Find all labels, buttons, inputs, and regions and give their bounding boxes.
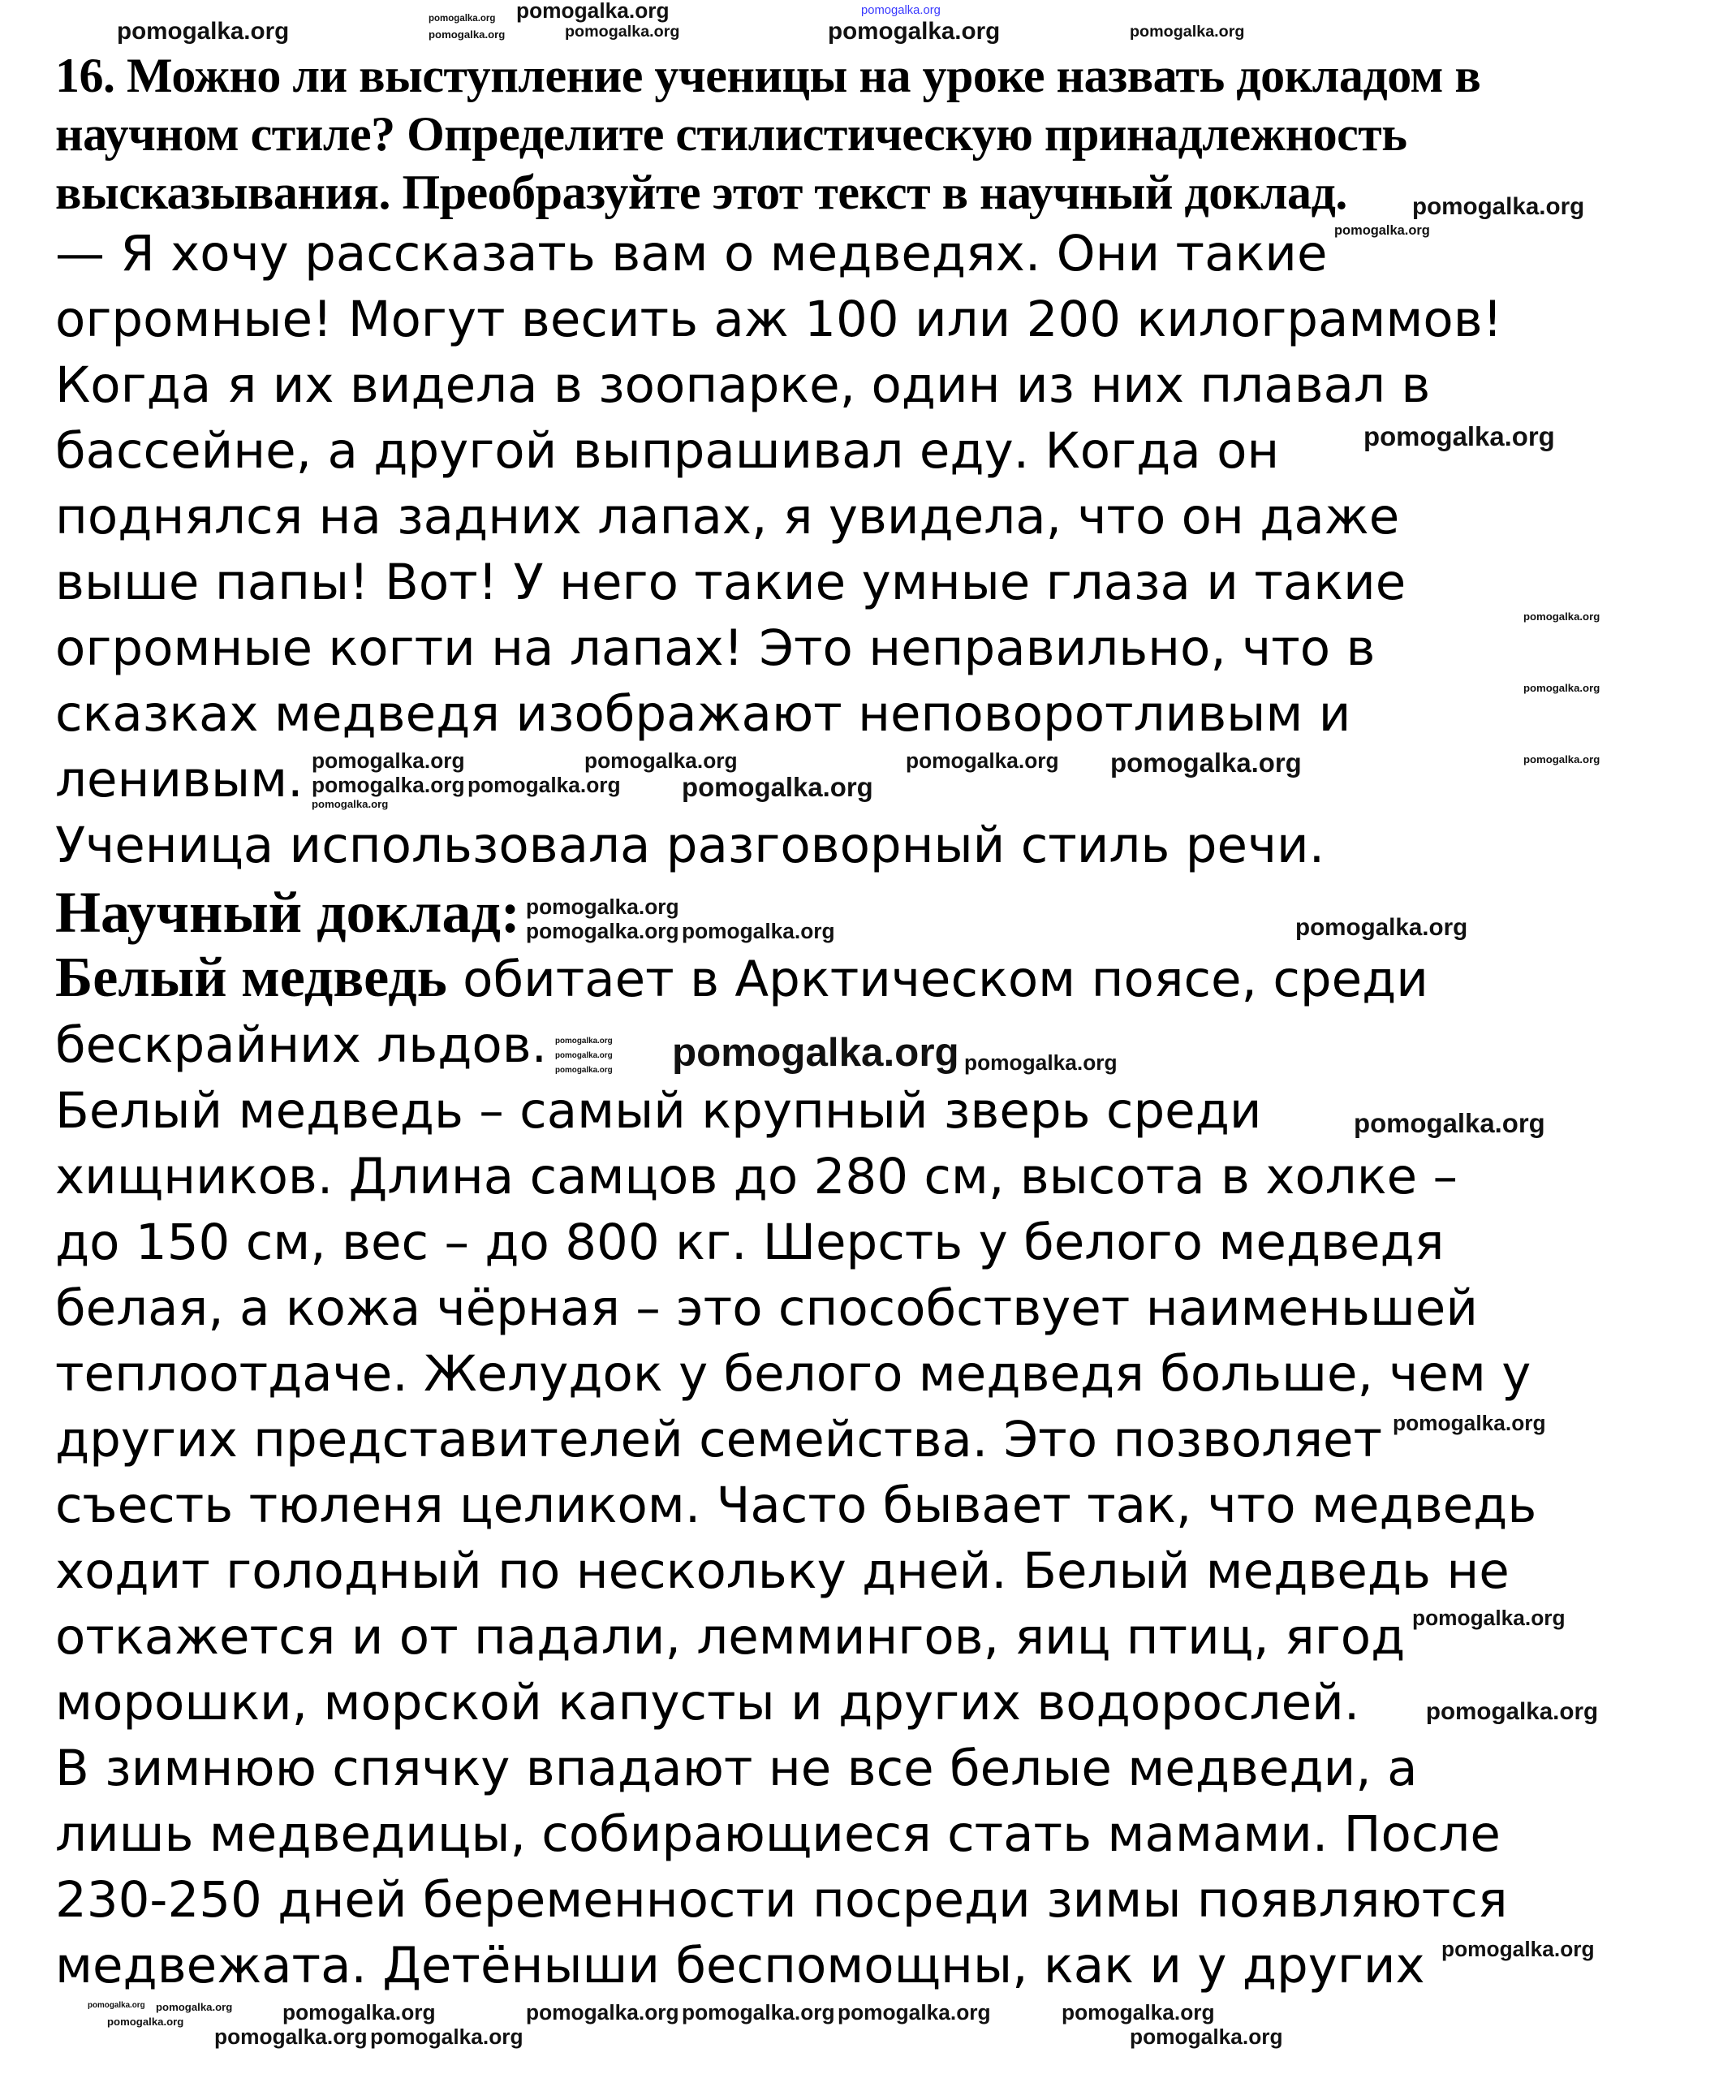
watermark: pomogalka.org bbox=[117, 18, 290, 45]
watermark: pomogalka.org bbox=[214, 2025, 368, 2049]
text-line: лишь медведицы, собирающиеся стать мамами. После bbox=[55, 1805, 1501, 1863]
text-line: бассейне, а другой выпрашивал еду. Когда он bbox=[55, 422, 1280, 480]
watermark: pomogalka.org bbox=[1130, 2025, 1283, 2049]
question-line: научном стиле? Определите стилистическую принадлежность bbox=[55, 107, 1407, 161]
text-line: хищников. Длина самцов до 280 см, высота в холке – bbox=[55, 1148, 1458, 1205]
text-line: ходит голодный по нескольку дней. Белый медведь не bbox=[55, 1542, 1510, 1600]
watermark: pomogalka.org bbox=[555, 1051, 613, 1060]
text-line: В зимнюю спячку впадают не все белые медведи, а bbox=[55, 1740, 1418, 1797]
watermark: pomogalka.org bbox=[555, 1037, 613, 1046]
text-line: теплоотдаче. Желудок у белого медведя больше, чем у bbox=[55, 1345, 1531, 1403]
watermark: pomogalka.org bbox=[682, 2000, 835, 2025]
scientific-report bbox=[55, 945, 1536, 1999]
question-heading bbox=[55, 46, 1480, 222]
watermark: pomogalka.org bbox=[672, 1030, 959, 1075]
watermark: pomogalka.org bbox=[1523, 753, 1600, 766]
text-line: Белый медведь – самый крупный зверь среди bbox=[55, 1082, 1262, 1140]
text-line: других представителей семейства. Это позволяет bbox=[55, 1411, 1383, 1468]
watermark: pomogalka.org bbox=[682, 919, 835, 943]
text-line: белая, а кожа чёрная – это способствует наименьшей bbox=[55, 1279, 1478, 1337]
text-line: до 150 см, вес – до 800 кг. Шерсть у белого медведя bbox=[55, 1214, 1445, 1271]
watermark: pomogalka.org bbox=[964, 1050, 1118, 1075]
watermark: pomogalka.org bbox=[861, 3, 941, 17]
text-line: бескрайних льдов. bbox=[55, 1016, 548, 1074]
watermark: pomogalka.org bbox=[1062, 2000, 1215, 2025]
watermark: pomogalka.org bbox=[1110, 748, 1302, 778]
watermark: pomogalka.org bbox=[1130, 23, 1245, 41]
watermark: pomogalka.org bbox=[156, 2001, 233, 2013]
watermark: pomogalka.org bbox=[1441, 1937, 1595, 1961]
text-line: морошки, морской капусты и других водорослей. bbox=[55, 1674, 1360, 1731]
question-line: высказывания. Преобразуйте этот текст в научный доклад. bbox=[55, 166, 1347, 219]
watermark: pomogalka.org bbox=[1412, 1606, 1566, 1630]
watermark: pomogalka.org bbox=[1334, 223, 1430, 238]
watermark: pomogalka.org bbox=[1412, 193, 1585, 220]
text-line: ленивым. bbox=[55, 751, 304, 809]
watermark: pomogalka.org bbox=[1393, 1411, 1546, 1435]
watermark: pomogalka.org bbox=[526, 919, 679, 943]
watermark: pomogalka.org bbox=[555, 1066, 613, 1075]
watermark: pomogalka.org bbox=[1354, 1108, 1545, 1138]
watermark: pomogalka.org bbox=[828, 18, 1001, 45]
watermark: pomogalka.org bbox=[370, 2025, 523, 2049]
watermark: pomogalka.org bbox=[312, 773, 465, 797]
watermark: pomogalka.org bbox=[1363, 421, 1555, 451]
text-line: — Я хочу рассказать вам о медведях. Они такие bbox=[55, 225, 1328, 282]
text-line: съесть тюленя целиком. Часто бывает так, что медведь bbox=[55, 1477, 1537, 1534]
watermark: pomogalka.org bbox=[1425, 1698, 1599, 1726]
watermark: pomogalka.org bbox=[1523, 681, 1600, 694]
watermark: pomogalka.org bbox=[682, 772, 873, 802]
watermark: pomogalka.org bbox=[906, 748, 1059, 773]
style-conclusion: Ученица использовала разговорный стиль речи. bbox=[55, 817, 1325, 874]
text-line: огромные когти на лапах! Это неправильно, что в bbox=[55, 619, 1376, 677]
watermark: pomogalka.org bbox=[107, 2016, 184, 2028]
report-heading: Научный доклад: bbox=[55, 880, 520, 945]
watermark: pomogalka.org bbox=[429, 28, 506, 41]
text-line: откажется и от падали, леммингов, яиц птиц, ягод bbox=[55, 1608, 1406, 1666]
text-fragment: обитает в Арктическом поясе, среди bbox=[446, 951, 1428, 1008]
watermark: pomogalka.org bbox=[516, 0, 670, 23]
report-lead: Белый медведь bbox=[55, 947, 447, 1009]
watermark: pomogalka.org bbox=[312, 748, 465, 773]
text-line: Когда я их видела в зоопарке, один из них плавал в bbox=[55, 356, 1431, 414]
text-line: огромные! Могут весить аж 100 или 200 килограммов! bbox=[55, 291, 1503, 348]
watermark: pomogalka.org bbox=[526, 895, 679, 919]
watermark: pomogalka.org bbox=[429, 14, 496, 24]
watermark: pomogalka.org bbox=[467, 773, 621, 797]
text-line: медвежата. Детёныши беспомощны, как и у других bbox=[55, 1937, 1425, 1994]
watermark: pomogalka.org bbox=[88, 2001, 145, 2010]
text-line: сказках медведя изображают неповоротливым и bbox=[55, 685, 1351, 743]
text-line: выше папы! Вот! У него такие умные глаза и такие bbox=[55, 554, 1406, 611]
text-line: поднялся на задних лапах, я увидела, что он даже bbox=[55, 488, 1400, 545]
watermark: pomogalka.org bbox=[838, 2000, 991, 2025]
watermark: pomogalka.org bbox=[1295, 914, 1468, 941]
watermark: pomogalka.org bbox=[526, 2000, 679, 2025]
watermark: pomogalka.org bbox=[282, 2000, 436, 2025]
text-line: 230-250 дней беременности посреди зимы появляются bbox=[55, 1871, 1508, 1929]
question-line: 16. Можно ли выступление ученицы на уроке назвать докладом в bbox=[55, 49, 1481, 102]
watermark: pomogalka.org bbox=[584, 748, 738, 773]
watermark: pomogalka.org bbox=[1523, 610, 1600, 623]
watermark: pomogalka.org bbox=[312, 798, 389, 810]
watermark: pomogalka.org bbox=[565, 23, 680, 41]
text-line bbox=[55, 945, 1428, 1012]
